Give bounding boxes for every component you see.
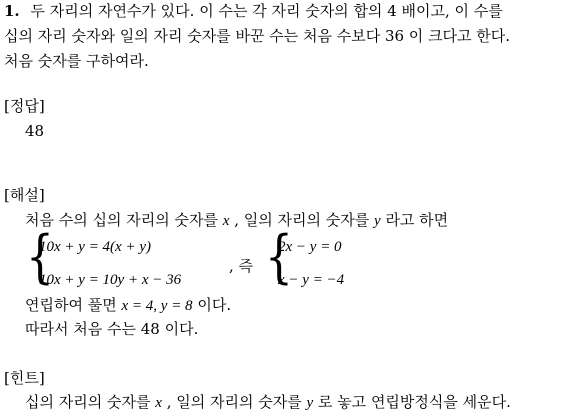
solution-line-1 [25, 211, 448, 230]
solution-header: [해설] [4, 186, 45, 204]
system-2-equation-1: 2x − y = 0 [278, 239, 342, 255]
solution-line-4: 따라서 처음 수는 48 이다. [25, 320, 199, 338]
problem-statement [4, 2, 503, 20]
problem-line-2: 십의 자리 숫자와 일의 자리 숫자를 바꾼 수는 처음 수보다 36 이 크다고 한다. [4, 27, 511, 45]
hint-line [25, 393, 511, 412]
problem-line-3: 처음 숫자를 구하여라. [4, 52, 149, 70]
left-brace-icon: { [26, 223, 54, 291]
solution-line-1-part-a: 처음 수의 십의 자리의 숫자를 [25, 211, 218, 229]
system-2-equation-2: x − y = −4 [278, 272, 345, 288]
problem-number: 1. [4, 2, 20, 20]
hint-part-b: , 일의 자리의 숫자를 [166, 393, 302, 411]
variable-x: x [222, 213, 230, 229]
variable-y: y [373, 213, 381, 229]
hint-part-c: 로 놓고 연립방정식을 세운다. [317, 393, 511, 411]
variable-y: y [306, 395, 314, 411]
solution-line-1-part-c: 라고 하면 [385, 211, 449, 229]
hint-part-a: 십의 자리의 숫자를 [25, 393, 151, 411]
solution-result: x = 4, y = 8 [121, 298, 193, 314]
system-1-equation-1: 10x + y = 4(x + y) [39, 239, 151, 255]
answer-header: [정답] [4, 97, 45, 115]
solution-line-1-part-b: , 일의 자리의 숫자를 [234, 211, 370, 229]
system-connector: , 즉 [229, 257, 254, 275]
system-1-equation-2: 10x + y = 10y + x − 36 [39, 272, 182, 288]
problem-line-1: 두 자리의 자연수가 있다. 이 수는 각 자리 숫자의 합의 4 배이고, 이 수를 [30, 2, 503, 20]
left-brace-icon: { [265, 223, 293, 291]
variable-x: x [155, 395, 162, 411]
solution-line-3-part-b: 이다. [197, 296, 232, 314]
hint-header: [힌트] [4, 369, 45, 387]
answer-value: 48 [25, 122, 45, 140]
solution-line-3-part-a: 연립하여 풀면 [25, 296, 117, 314]
solution-line-3 [25, 296, 231, 315]
